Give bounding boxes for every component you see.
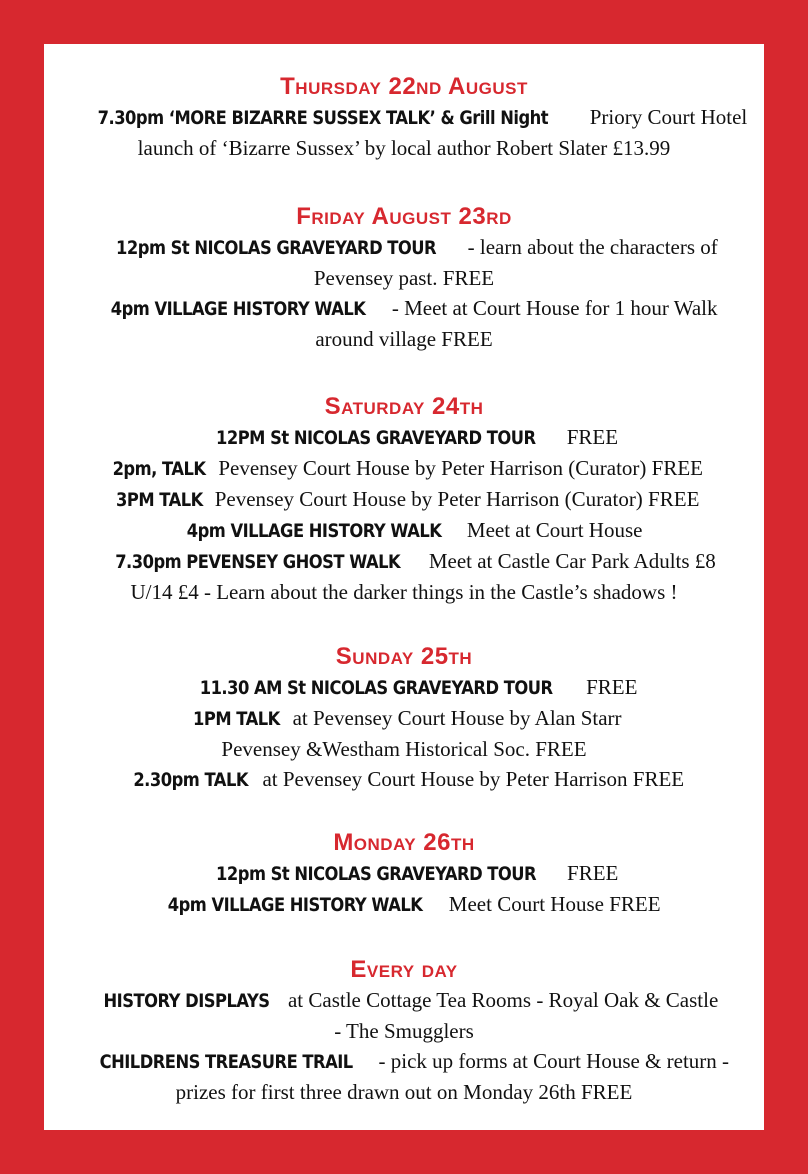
day-heading: Sunday 25th [335, 643, 473, 670]
day-section [0, 828, 808, 920]
event-title: 4pm VILLAGE HISTORY WALK [111, 298, 366, 320]
event-details: launch of ‘Bizarre Sussex’ by local author Robert Slater £13.99 [137, 136, 671, 160]
event-line [0, 102, 808, 133]
event-details: - learn about the characters of [462, 235, 718, 259]
event-line [0, 577, 808, 607]
event-title: CHILDRENS TREASURE TRAIL [99, 1051, 353, 1073]
event-details: Pevensey &Westham Historical Soc. FREE [221, 737, 587, 761]
event-details: Meet Court House FREE [443, 892, 661, 916]
event-line [0, 422, 808, 453]
event-title: 4pm VILLAGE HISTORY WALK [168, 894, 423, 916]
event-line [0, 232, 808, 263]
day-heading: Monday 26th [333, 829, 475, 856]
event-details: FREE [580, 675, 638, 699]
event-title: 2pm, TALK [112, 458, 206, 480]
day-heading: Every day [350, 956, 458, 983]
event-title: 4pm VILLAGE HISTORY WALK [186, 520, 441, 542]
event-line [0, 672, 808, 703]
event-line [0, 293, 808, 324]
event-line [0, 1077, 808, 1107]
event-line [0, 858, 808, 889]
event-details: Meet at Castle Car Park Adults £8 [423, 549, 716, 573]
event-title: 7.30pm PEVENSEY GHOST WALK [115, 551, 401, 573]
event-line [0, 703, 808, 734]
event-details: FREE [561, 861, 619, 885]
event-line [0, 263, 808, 293]
event-details: Pevensey Court House by Peter Harrison (Curator) FREE [209, 487, 700, 511]
event-line [0, 1046, 808, 1077]
event-title: 12pm St NICOLAS GRAVEYARD TOUR [215, 863, 536, 885]
day-section [0, 955, 808, 1107]
day-heading: Friday August 23rd [296, 203, 512, 230]
event-details: Meet at Court House [461, 518, 643, 542]
event-details: Priory Court Hotel [584, 105, 748, 129]
event-details: - The Smugglers [334, 1019, 474, 1043]
event-line [0, 484, 808, 515]
event-title: 1PM TALK [193, 708, 281, 730]
event-line [0, 515, 808, 546]
day-section [0, 392, 808, 607]
event-details: Pevensey past. FREE [313, 266, 495, 290]
event-line [0, 1016, 808, 1046]
event-details: - pick up forms at Court House & return - [373, 1049, 730, 1073]
event-line [0, 734, 808, 764]
event-line [0, 546, 808, 577]
day-heading: Thursday 22nd August [280, 73, 528, 100]
event-title: HISTORY DISPLAYS [103, 990, 270, 1012]
event-details: FREE [561, 425, 619, 449]
event-details: at Castle Cottage Tea Rooms - Royal Oak & Castle [282, 988, 719, 1012]
event-details: - Meet at Court House for 1 hour Walk [386, 296, 718, 320]
event-line [0, 985, 808, 1016]
event-details: at Pevensey Court House by Peter Harrison FREE [257, 767, 685, 791]
event-details: Pevensey Court House by Peter Harrison (Curator) FREE [213, 456, 703, 480]
event-line [0, 764, 808, 795]
event-line [0, 324, 808, 354]
event-details: prizes for first three drawn out on Monday 26th FREE [175, 1080, 633, 1104]
event-title: 2.30pm TALK [133, 769, 248, 791]
event-details: U/14 £4 - Learn about the darker things in the Castle’s shadows ! [130, 580, 678, 604]
event-title: 7.30pm ‘MORE BIZARRE SUSSEX TALK’ & Grill Night [97, 107, 548, 129]
event-title: 11.30 AM St NICOLAS GRAVEYARD TOUR [199, 677, 553, 699]
event-title: 12PM St NICOLAS GRAVEYARD TOUR [215, 427, 536, 449]
day-section [0, 202, 808, 354]
event-title: 12pm St NICOLAS GRAVEYARD TOUR [116, 237, 437, 259]
day-section [0, 642, 808, 795]
event-line [0, 889, 808, 920]
event-title: 3PM TALK [115, 489, 203, 511]
event-details: at Pevensey Court House by Alan Starr [287, 706, 622, 730]
event-line [0, 453, 808, 484]
day-heading: Saturday 24th [324, 393, 484, 420]
event-details: around village FREE [315, 327, 493, 351]
day-section [0, 72, 808, 163]
event-line [0, 133, 808, 163]
